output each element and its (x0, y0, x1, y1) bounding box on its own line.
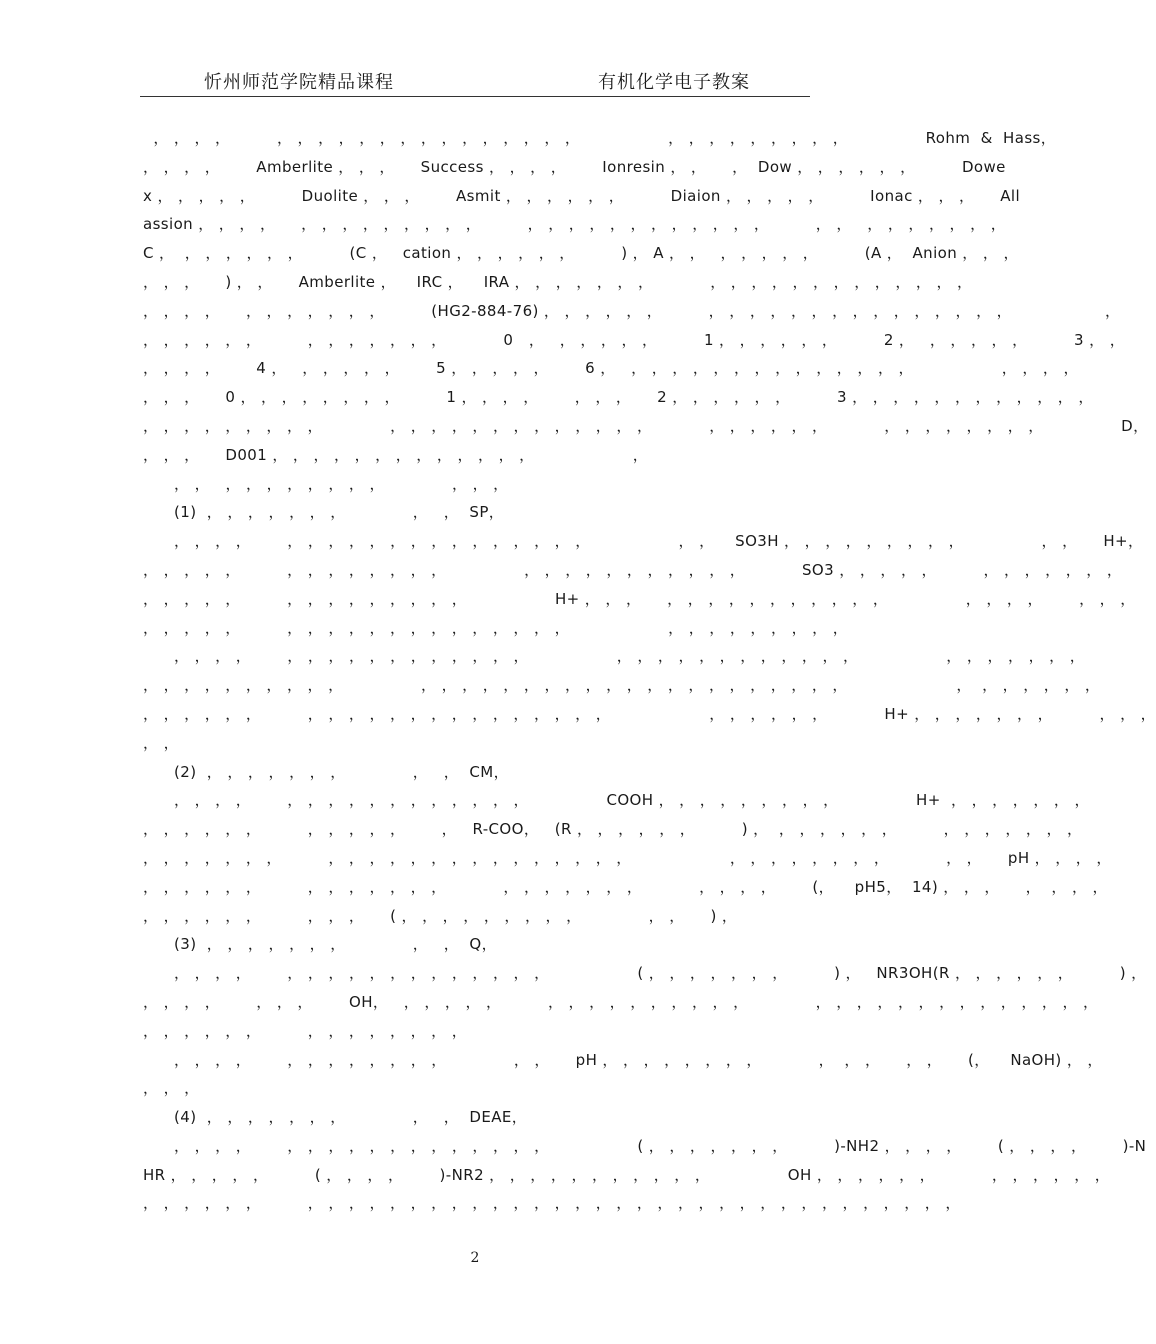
text-line: (4) ， ， ， ， ， ， ， ， ， DEAE， (143, 1108, 528, 1127)
text-line: (2) ， ， ， ， ， ， ， ， ， CM， (143, 762, 510, 781)
text-line: (3) ， ， ， ， ， ， ， ， ， Q， (143, 935, 498, 954)
text-line: ， ， ， ， ， ， ， ， ， ， ， ， ， ， ， ， ， ， ， ， ， ， ， ， SO3 ， ， ， ， ， ， ， ， ， ， ， ， (143, 560, 1123, 579)
text-line: x ， ， ， ， ， Duolite ， ， ， Asmit ， ， ， ， ， ， Diaion ， ， ， ， ， Ionac ， ， ， All (143, 186, 1021, 205)
text-line: ， ， ， ， ， ， ， ， ， ， ， ， ， (143, 474, 509, 493)
text-line: C ， ， ， ， ， ， ， (C ， cation ， ， ， ， ， ， ) ， A ， ， ， ， ， ， ， (A ， Anion ， ， ， (143, 244, 1019, 263)
text-line: ， ， ， ， ， ， ， ， ， ， ， ， ， ， ， ， ， ， ， ， ， ， ， ， ， ， ， ， ， ， ， ， ， ， ， (143, 647, 1086, 666)
text-line: assion ， ， ， ， ， ， ， ， ， ， ， ， ， ， ， ， ， ， ， ， ， ， ， ， ， ， ， ， ， ， ， ， ， ， (143, 215, 1007, 234)
text-line: ， ， ， ， ， ， ， ， ， ( ， ， ， ， ， ， ， ， ， ， ， ) ， (143, 906, 738, 925)
text-line: ， ， ， ， ， ， ， ， ， ， ， (HG2-884-76) ， ， ， ， ， ， ， ， ， ， ， ， ， ， ， ， ， ， ， ， ， ， (143, 301, 1121, 320)
text-line: ， ， (143, 733, 179, 752)
header-doc-title: 有机化学电子教案 (598, 72, 750, 93)
header-course-title: 忻州师范学院精品课程 (204, 72, 394, 93)
text-line: ， ， ， ， ， ， ， ， ， ， ， ， ， ， ， ， ， ， ， ， ， ， ， ， ， ， ， H+ ， ， ， ， ， ， ， ， ， ， (143, 704, 1156, 723)
text-line: ， ， ， ， ， ， ， ， ， ， ， ， ， ， ， ， ， ， ， ， ， ， ， ， ， ， ， ， ， ， ， ， ， ， ， ， ， ， (143, 1194, 961, 1213)
text-line: ， ， ， ， ， ， ， ， ， ， ， ， ， ， H+ ， ， ， ， ， ， ， ， ， ， ， ， ， ， ， ， ， ， ， ， ， (143, 589, 1136, 608)
text-line: ， ， ， ， ， ， ， ， ， ， ， ， ， ， ， ， ， ， ， ， ， ， ， ， ， ， ， ， (143, 618, 849, 637)
text-line: ， ， ， ) ， ， Amberlite ， IRC ， IRA ， ， ， ， ， ， ， ， ， ， ， ， ， ， ， ， ， ， ， ， (143, 272, 973, 291)
text-line: ， ， ， (143, 1079, 200, 1098)
text-line: ， ， ， ， ， ， ， ， ， ， ， ， R-COO， (R ， ， ， ， ， ， ) ， ， ， ， ， ， ， ， ， ， ， ， ， ， (143, 820, 1083, 839)
text-line: ， ， ， ， ， ， ， ， ， ， ， ， ， ， ， ， ， ( ， ， ， ， ， ， ， ) ， NR3OH(R ， ， ， ， ， ， ) ， (143, 964, 1147, 983)
text-line: ， ， ， ， Amberlite ， ， ， Success ， ， ， ， Ionresin ， ， ， Dow ， ， ， ， ， ， Dowe (143, 157, 1006, 176)
text-line: ， ， ， ， ， ， ， ， ， ， ， ， ， 0 ， ， ， ， ， ， 1 ， ， ， ， ， ， 2 ， ， ， ， ， ， 3 ， ， (143, 330, 1126, 349)
text-line: ， ， ， 0 ， ， ， ， ， ， ， ， 1 ， ， ， ， ， ， ， 2 ， ， ， ， ， ， 3 ， ， ， ， ， ， ， ， ， ， ， ， (143, 388, 1094, 407)
document-body (143, 124, 1156, 1218)
text-line: ， ， ， ， ， ， ， ， ， ， ， ， ， ， ， ， ， ， ， ， ， ， ， ， ， ， ， ， ， ， ， ， ， ， ， ， ， ， (143, 676, 1101, 695)
text-line: ， ， ， ， ， ， ， OH， ， ， ， ， ， ， ， ， ， ， ， ， ， ， ， ， ， ， ， ， ， ， ， ， ， ， ， ， ， (143, 992, 1099, 1011)
page-header (140, 66, 810, 97)
text-line: ， ， ， ， ， ， ， ， ， ， ， ， ， ， ， ， ， ， ， ， ， ， ， ， (， pH5， 14) ， ， ， ， ， ， ， (143, 877, 1108, 896)
text-line: ， ， ， ， 4 ， ， ， ， ， ， 5 ， ， ， ， ， 6 ， ， ， ， ， ， ， ， ， ， ， ， ， ， ， ， ， ， ， (143, 359, 1079, 378)
text-line: ， ， ， ， ， ， ， ， ， ， ， ， ， ， ， ， COOH ， ， ， ， ， ， ， ， ， H+ ， ， ， ， ， ， ， (143, 791, 1090, 810)
page-number: 2 (470, 1250, 480, 1266)
text-line: ， ， ， ， ， ， ， ， ， ， ， ， ， ， ， ， ， ( ， ， ， ， ， ， ， )-NH2 ， ， ， ， ( ， ， ， ， )-N (143, 1136, 1147, 1155)
text-line: ， ， ， ， ， ， ， ， ， ， ， ， ， ， ， ， ， ， ， ， ， SO3H ， ， ， ， ， ， ， ， ， ， ， H+， (143, 532, 1144, 551)
text-line: (1) ， ， ， ， ， ， ， ， ， SP， (143, 503, 505, 522)
text-line: ， ， ， ， ， ， ， ， ， ， ， ， ， ， (143, 1021, 468, 1040)
text-line: HR ， ， ， ， ， ( ， ， ， ， )-NR2 ， ， ， ， ， ， ， ， ， ， ， OH ， ， ， ， ， ， ， ， ， ， ， ， (143, 1165, 1111, 1184)
text-line: ， ， ， ， ， ， ， ， ， ， ， ， ， ， ， ， ， ， ， ， ， ， ， ， ， ， ， ， Rohm & Hass， (143, 129, 1057, 147)
text-line: ， ， ， ， ， ， ， ， ， ， ， ， ， ， ， ， ， ， ， ， ， ， ， ， ， ， ， ， ， ， ， ， pH ， ， ， ， (143, 848, 1112, 867)
text-line: ， ， ， ， ， ， ， ， ， ， ， ， ， ， ， ， ， ， ， ， ， ， ， ， ， ， ， ， ， ， ， ， ， ， ， ， D， (143, 416, 1149, 435)
text-line: ， ， ， D001 ， ， ， ， ， ， ， ， ， ， ， ， ， ， (143, 445, 649, 464)
text-line: ， ， ， ， ， ， ， ， ， ， ， ， ， ， pH ， ， ， ， ， ， ， ， ， ， ， ， ， (， NaOH) ， ， (143, 1050, 1103, 1069)
